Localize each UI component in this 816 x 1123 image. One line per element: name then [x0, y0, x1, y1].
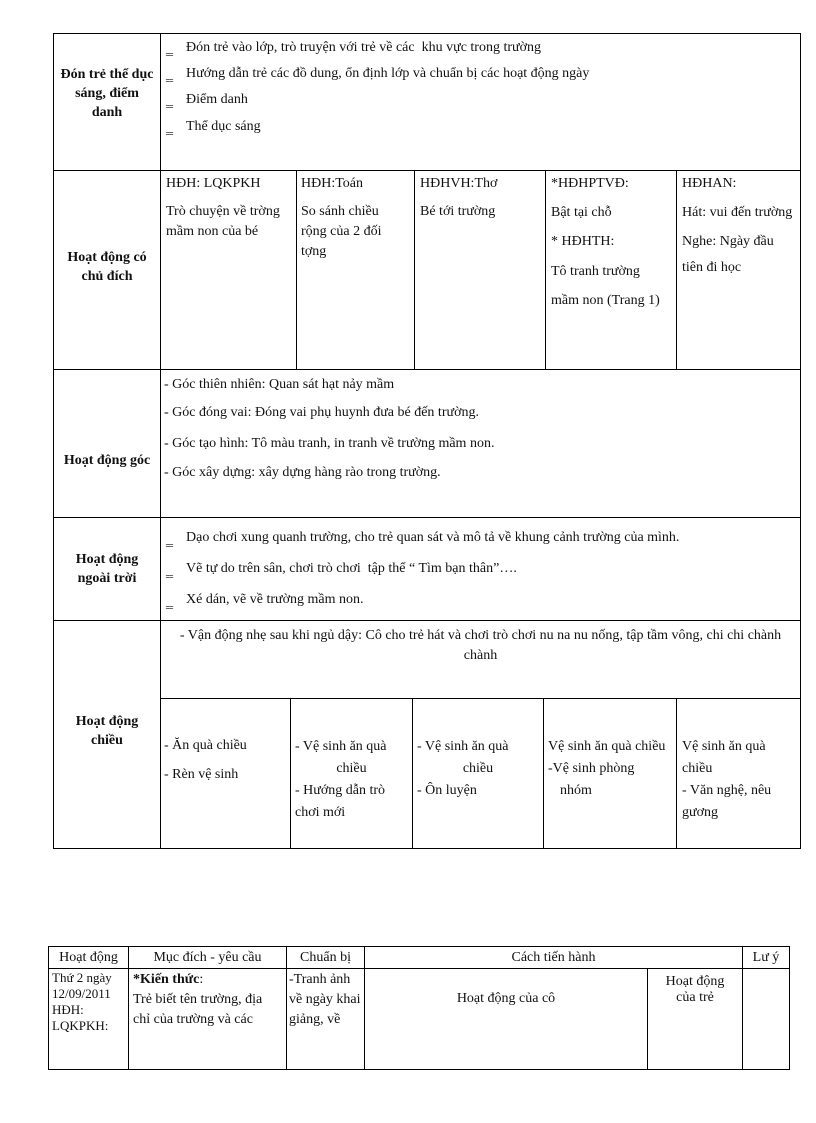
- afternoon-col-2: - Vệ sinh ăn quà chiều - Hướng dẫn trò chơi mới: [295, 739, 387, 820]
- lesson-purpose-cell: *Kiến thức: Trẻ biết tên trường, địa chỉ của trường và các: [133, 972, 263, 1027]
- lesson-preparation-cell: -Tranh ảnh về ngày khai giảng, về: [289, 972, 361, 1027]
- header-purpose: Mục đích - yêu cầu: [153, 950, 262, 965]
- row-label-afternoon: Hoạt động chiều: [75, 714, 139, 748]
- afternoon-top-text: - Vận động nhẹ sau khi ngủ dậy: Cô cho trẻ hát và chơi trò chơi nu na nu nống, tập tầm vông, chi chi chành chành: [179, 628, 782, 663]
- row-label-purposeful: Hoạt động có chủ đích: [67, 250, 147, 284]
- afternoon-col-3: - Vệ sinh ăn quà chiều - Ôn luyện: [417, 739, 509, 798]
- row-label-corner: Hoạt động góc: [63, 453, 151, 468]
- header-preparation: Chuẩn bị: [300, 950, 351, 965]
- row-label-morning: Đón trẻ thể dục sáng, điểm danh: [60, 67, 154, 120]
- header-activity: Hoạt động: [59, 950, 118, 965]
- header-procedure: Cách tiến hành: [511, 950, 596, 965]
- lesson-date-cell: Thứ 2 ngày 12/09/2011 HĐH: LQKPKH:: [52, 970, 112, 1033]
- teacher-activity: Hoạt động của cô: [456, 991, 556, 1006]
- header-note: Lư ý: [752, 950, 780, 965]
- child-activity: Hoạt động của trẻ: [665, 974, 725, 1005]
- row-label-outdoor: Hoạt động ngoài trời: [75, 552, 139, 586]
- afternoon-col-4: Vệ sinh ăn quà chiều -Vệ sinh phòng nhóm: [548, 739, 666, 798]
- afternoon-col-5: Vệ sinh ăn quà chiều - Văn nghệ, nêu gương: [682, 739, 772, 820]
